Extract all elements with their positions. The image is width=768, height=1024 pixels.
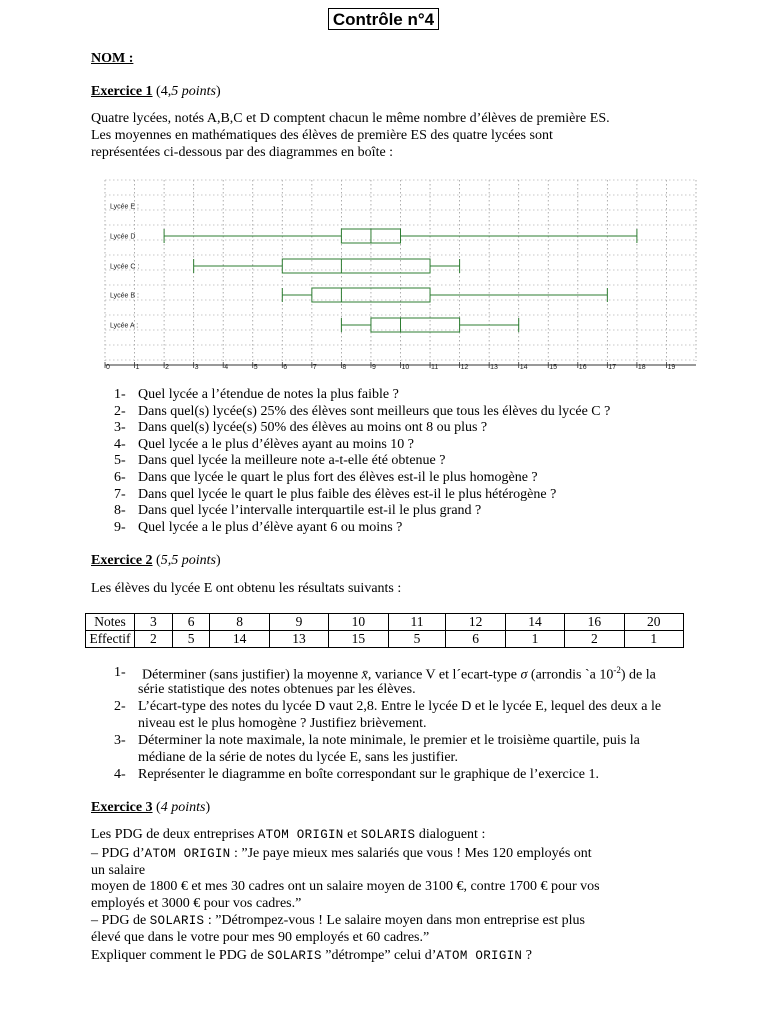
ex2-q2-line-1: L’écart-type des notes du lycée D vaut 2,8. Entre le lycée D et le lycée E, lequel des deux a le <box>138 699 662 714</box>
table-cell: 15 <box>329 631 388 648</box>
ex1-question-list <box>0 387 768 537</box>
ex3-heading <box>91 800 210 816</box>
ex3-line-2 <box>91 845 592 863</box>
question-text: , variance V et l´ecart-type <box>367 667 518 683</box>
ex3-points-close: ) <box>205 800 211 815</box>
ex1-points-close: ) <box>215 84 221 99</box>
x-tick-label: 4 <box>224 364 229 371</box>
table-row-label: Effectif <box>86 631 135 648</box>
table-cell: 14 <box>210 631 269 648</box>
category-label: Lycée E : <box>110 203 139 211</box>
question-number: 1- <box>114 665 126 680</box>
x-tick-label: 15 <box>549 364 558 371</box>
company-name: ATOM ORIGIN <box>144 847 231 861</box>
ex1-title: Exercice 1 <box>91 84 153 99</box>
table-cell: 9 <box>269 614 328 631</box>
table-cell: 12 <box>446 614 505 631</box>
ex1-intro-line-2: Les moyennes en mathématiques des élèves de première ES des quatre lycées sont <box>91 128 553 143</box>
table-cell: 6 <box>172 614 210 631</box>
question-text: Dans quel(s) lycée(s) 25% des élèves sont meilleurs que tous les élèves du lycée C ? <box>138 403 611 419</box>
question-text: Dans que lycée le quart le plus fort des élèves est-il le plus homogène ? <box>138 470 538 485</box>
table-row-label: Notes <box>86 614 135 631</box>
ex1-heading <box>91 84 221 100</box>
xbar-symbol: x̄ <box>361 667 368 683</box>
x-tick-label: 5 <box>253 364 258 371</box>
category-label: Lycée D <box>110 233 136 241</box>
table-cell: 14 <box>505 614 564 631</box>
exponent: -2 <box>613 665 621 675</box>
company-name: SOLARIS <box>149 914 205 928</box>
question-number: 5- <box>114 453 126 469</box>
ex2-q3-line-2: médiane de la série de notes du lycée E, sans les justifier. <box>138 750 458 765</box>
x-tick-label: 18 <box>637 364 646 371</box>
paragraph-text: – PDG de <box>91 913 147 928</box>
box-iqr <box>282 259 430 273</box>
category-label: Lycée C : <box>110 263 140 271</box>
company-name: ATOM ORIGIN <box>257 828 344 842</box>
table-cell: 1 <box>505 631 564 648</box>
effectif-row <box>86 631 684 648</box>
paragraph-text: dialoguent : <box>418 827 486 842</box>
table-cell: 2 <box>565 631 624 648</box>
question-text: Déterminer (sans justifier) la moyenne <box>142 667 359 683</box>
ex3-points: 4 points <box>160 800 206 815</box>
table-cell: 6 <box>446 631 505 648</box>
paragraph-text: : ”Détrompez-vous ! Le salaire moyen dans mon entreprise est plus <box>207 913 585 928</box>
company-name: ATOM ORIGIN <box>436 949 523 963</box>
question-number: 4- <box>114 767 126 782</box>
question-text: Quel lycée a le plus d’élèves ayant au moins 10 ? <box>138 436 415 452</box>
boxplot-chart <box>98 178 698 376</box>
paragraph-text: ”détrompe” celui d’ <box>325 948 437 963</box>
category-label: Lycée A : <box>110 322 139 330</box>
x-tick-label: 11 <box>431 364 439 371</box>
question-text: Quel lycée a le plus d’élève ayant 6 ou moins ? <box>138 519 403 535</box>
x-tick-label: 14 <box>519 364 528 371</box>
table-cell: 3 <box>135 614 173 631</box>
question-number: 3- <box>114 733 126 748</box>
ex3-line-6 <box>91 912 585 930</box>
x-tick-label: 1 <box>135 364 140 371</box>
question-text: Dans quel lycée l’intervalle interquartile est-il le plus grand ? <box>138 503 482 519</box>
ex2-q1-line-2: série statistique des notes obtenues par les élèves. <box>138 682 416 697</box>
ex3-line-3: un salaire <box>91 863 146 878</box>
ex2-points-close: ) <box>215 553 221 568</box>
x-tick-label: 9 <box>371 364 376 371</box>
question-number: 7- <box>114 486 126 502</box>
table-cell: 10 <box>329 614 388 631</box>
question-number: 2- <box>114 699 126 714</box>
ex2-points: 5,5 points <box>160 553 216 568</box>
question-number: 6- <box>114 470 126 485</box>
ex2-question-list <box>0 665 768 785</box>
ex3-line-5: employés et 3000 € pour vos cadres.” <box>91 896 302 911</box>
x-tick-label: 8 <box>342 364 347 371</box>
question-text: Dans quel lycée la meilleure note a-t-elle été obtenue ? <box>138 453 446 469</box>
ex3-line-8 <box>91 947 532 965</box>
paragraph-text: ? <box>525 948 532 963</box>
sigma-symbol: σ <box>520 667 528 683</box>
question-number: 9- <box>114 519 126 535</box>
table-cell: 11 <box>388 614 446 631</box>
category-label: Lycée B : <box>110 292 139 300</box>
question-number: 1- <box>114 387 126 402</box>
question-number: 8- <box>114 503 126 519</box>
x-tick-label: 7 <box>312 364 317 371</box>
x-tick-label: 3 <box>194 364 199 371</box>
question-text: Dans quel(s) lycée(s) 50% des élèves au moins ont 8 ou plus ? <box>138 420 488 436</box>
ex1-intro-line-1: Quatre lycées, notés A,B,C et D comptent chacun le même nombre d’élèves de première ES. <box>91 111 610 126</box>
company-name: SOLARIS <box>267 949 322 963</box>
table-cell: 5 <box>388 631 446 648</box>
x-tick-label: 17 <box>608 364 617 371</box>
ex2-intro: Les élèves du lycée E ont obtenu les résultats suivants : <box>91 581 402 596</box>
ex3-line-4: moyen de 1800 € et mes 30 cadres ont un salaire moyen de 3100 €, contre 1700 € pour vos <box>91 879 600 894</box>
ex2-points-open: ( <box>156 553 161 568</box>
x-tick-label: 13 <box>490 364 498 371</box>
table-cell: 2 <box>135 631 173 648</box>
x-tick-label: 2 <box>165 364 170 371</box>
question-number: 2- <box>114 403 126 419</box>
x-tick-label: 19 <box>667 364 676 371</box>
notes-table <box>85 613 684 648</box>
x-tick-label: 10 <box>401 364 410 371</box>
table-cell: 1 <box>624 631 683 648</box>
table-cell: 13 <box>269 631 328 648</box>
nom-label: NOM : <box>91 51 134 66</box>
page-title: Contrôle n°4 <box>328 8 439 30</box>
ex1-intro-line-3: représentées ci-dessous par des diagrammes en boîte : <box>91 145 394 160</box>
paragraph-text: Expliquer comment le PDG de <box>91 948 264 963</box>
question-number: 3- <box>114 420 126 436</box>
table-cell: 16 <box>565 614 624 631</box>
ex1-points-open: (4, <box>156 84 172 99</box>
notes-row <box>86 614 684 631</box>
company-name: SOLARIS <box>360 828 416 842</box>
table-cell: 20 <box>624 614 683 631</box>
ex2-q1-line-1 <box>142 665 656 684</box>
ex2-q3-line-1: Déterminer la note maximale, la note minimale, le premier et le troisième quartile, puis la <box>138 733 640 748</box>
ex2-title: Exercice 2 <box>91 553 153 568</box>
table-cell: 5 <box>172 631 210 648</box>
table-cell: 8 <box>210 614 269 631</box>
x-tick-label: 0 <box>106 364 110 371</box>
paragraph-text: : ”Je paye mieux mes salariés que vous ! Mes 120 employés ont <box>234 846 592 861</box>
ex3-line-7: élevé que dans le votre pour mes 90 employés et 60 cadres.” <box>91 930 430 945</box>
paragraph-text: et <box>347 827 358 842</box>
paragraph-text: – PDG d’ <box>91 846 145 861</box>
paragraph-text: Les PDG de deux entreprises <box>91 827 255 842</box>
question-text: Dans quel lycée le quart le plus faible des élèves est-il le plus hétérogène ? <box>138 486 557 502</box>
ex2-q2-line-2: niveau est le plus homogène ? Justifiez brièvement. <box>138 716 427 731</box>
question-number: 4- <box>114 436 126 452</box>
question-text: (arrondis `a 10 <box>530 667 614 683</box>
ex1-points: 5 points <box>171 84 216 99</box>
ex3-title: Exercice 3 <box>91 800 153 815</box>
ex2-q4-line-1: Représenter le diagramme en boîte correspondant sur le graphique de l’exercice 1. <box>138 767 600 782</box>
ex3-line-1 <box>91 826 485 844</box>
x-tick-label: 16 <box>578 364 587 371</box>
ex2-heading <box>91 553 221 569</box>
question-text: Quel lycée a l’étendue de notes la plus faible ? <box>138 387 399 402</box>
x-tick-label: 6 <box>283 364 288 371</box>
x-tick-label: 12 <box>460 364 469 371</box>
question-text: ) de la <box>620 667 656 683</box>
ex3-points-open: ( <box>156 800 161 815</box>
